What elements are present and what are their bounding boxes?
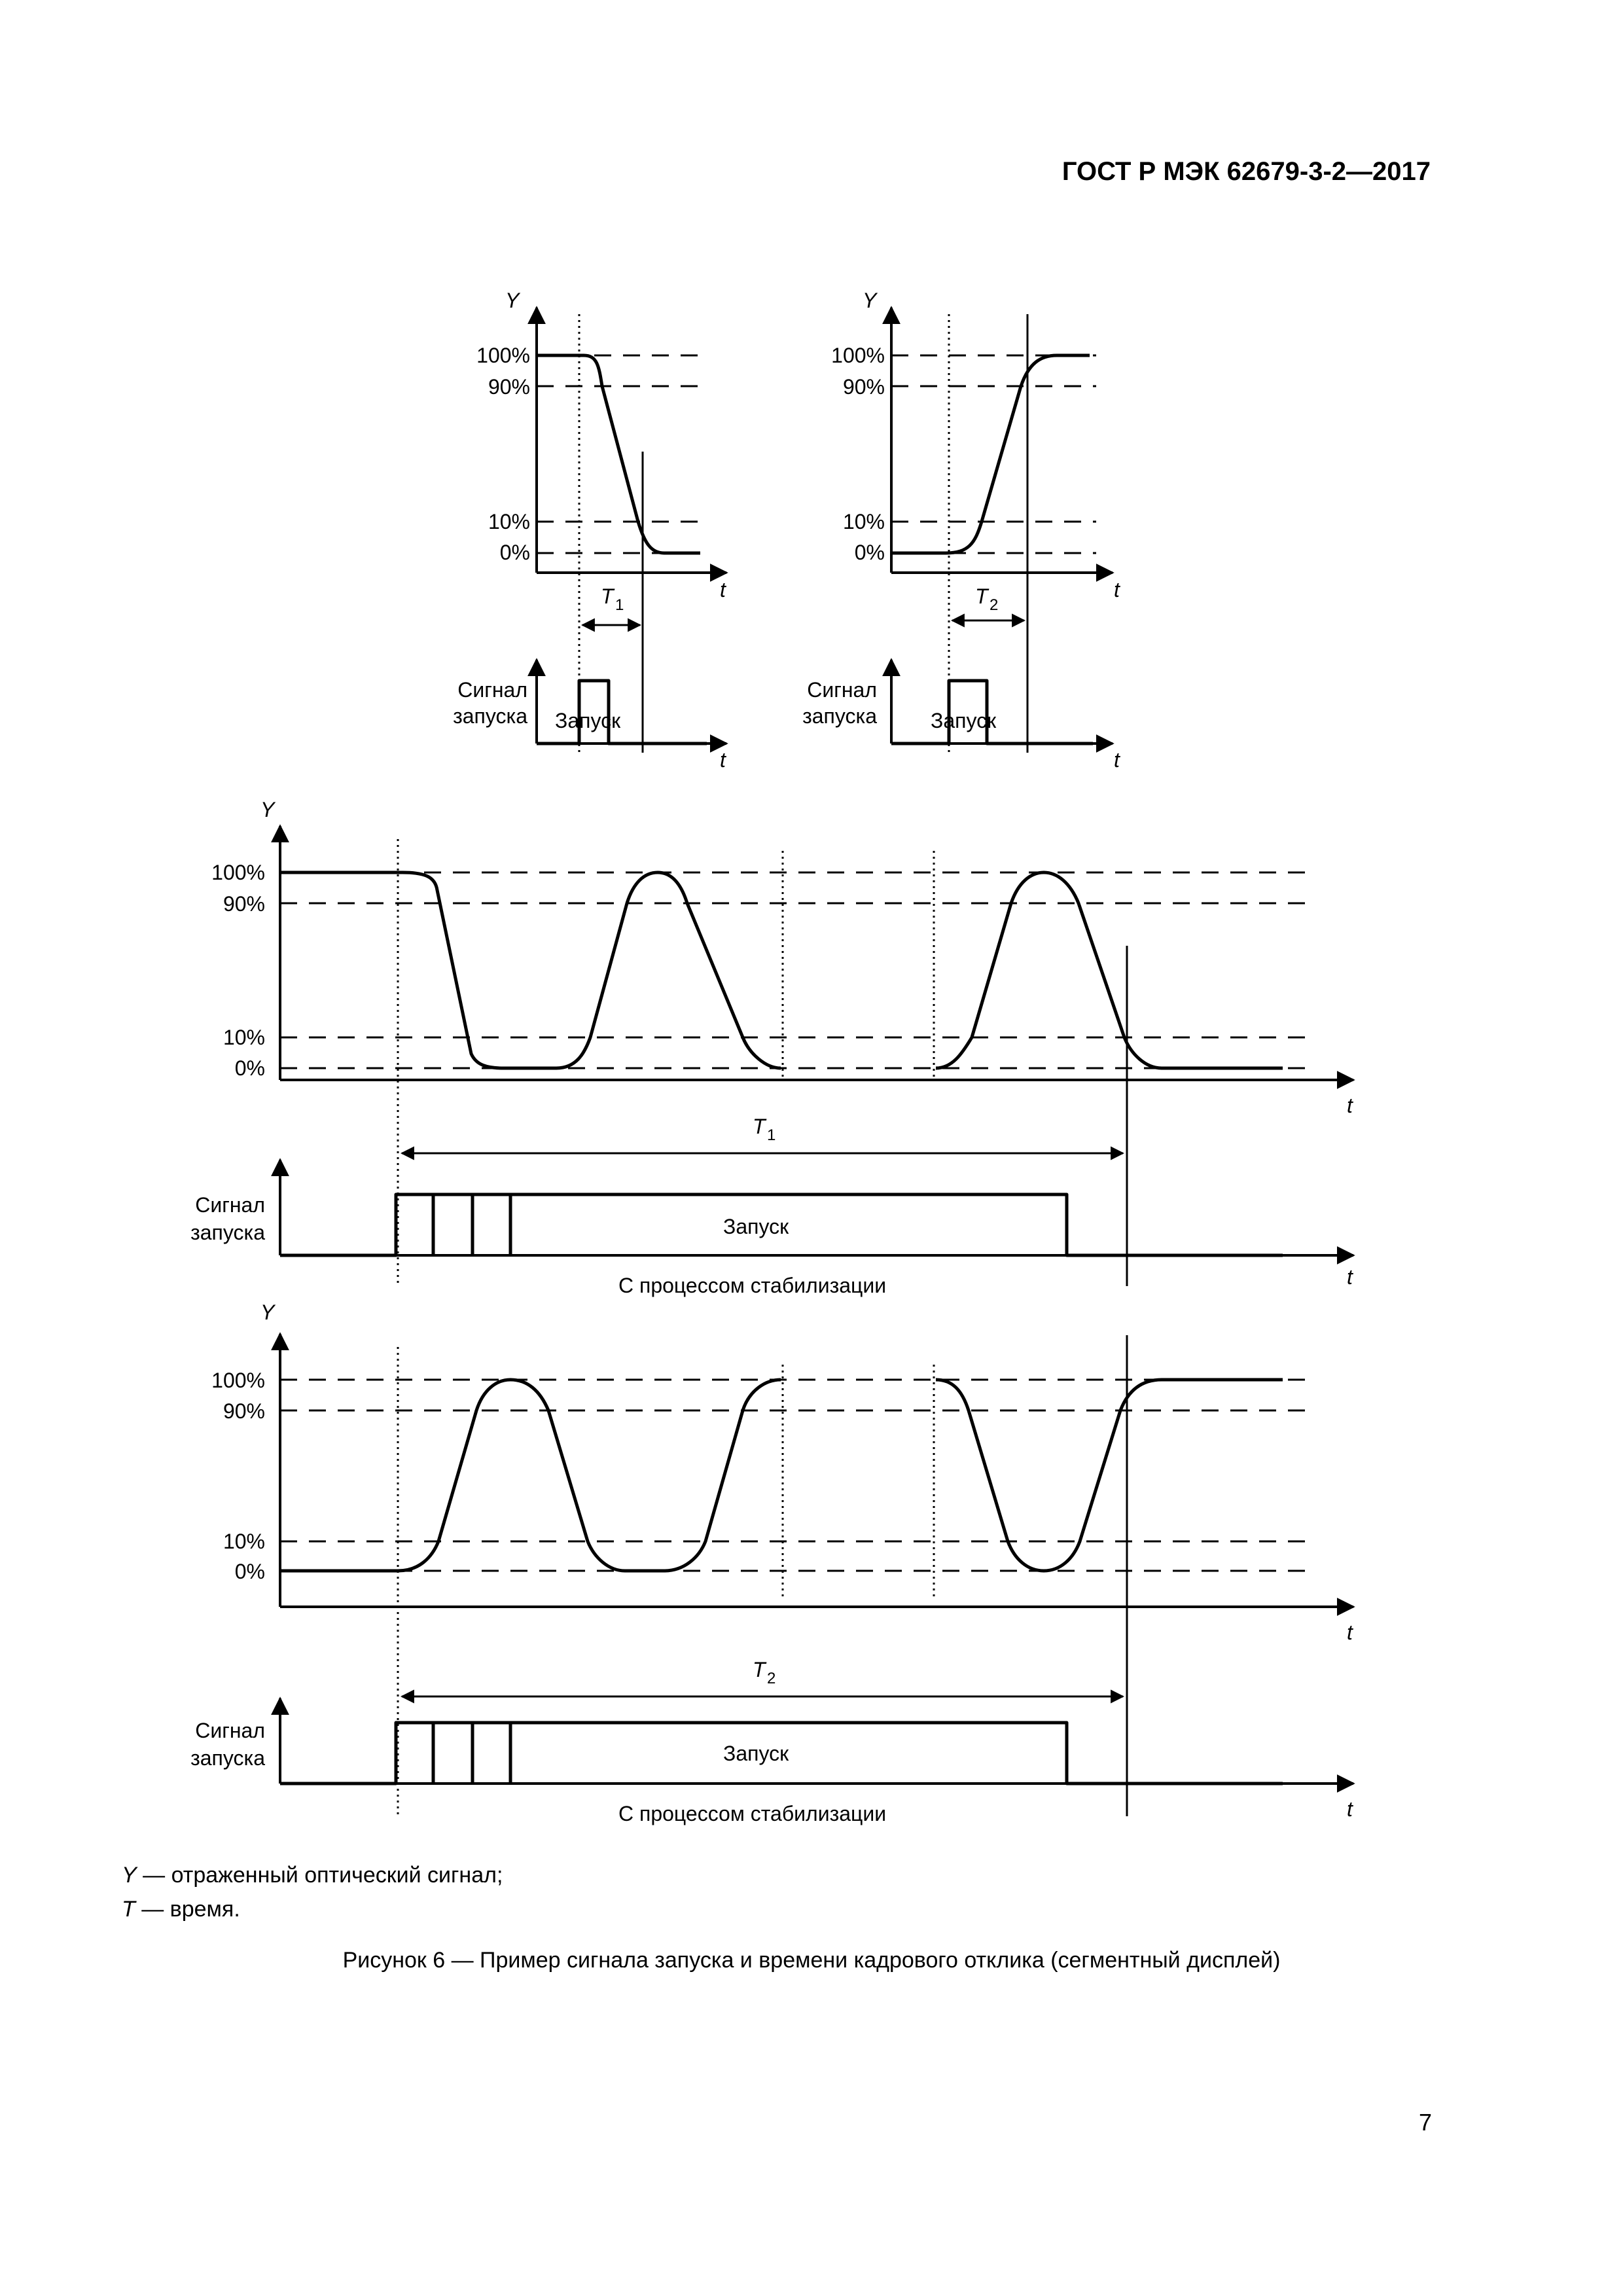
svg-text:t: t	[1114, 748, 1120, 772]
svg-text:0%: 0%	[854, 541, 885, 564]
big-chart-t1	[190, 798, 1353, 1297]
svg-text:10%: 10%	[223, 1026, 265, 1049]
small-chart-falling	[453, 289, 726, 772]
t-axis-label: t	[720, 578, 726, 601]
signal-label: Сигнал	[457, 678, 527, 702]
optical-signal-curve	[891, 355, 1090, 553]
svg-text:90%: 90%	[223, 1399, 265, 1423]
svg-text:90%: 90%	[223, 892, 265, 916]
svg-text:0%: 0%	[234, 1560, 265, 1583]
legend-item-y: Y — отраженный оптический сигнал;	[122, 1863, 503, 1888]
svg-text:Y: Y	[863, 289, 877, 312]
level-90-label: 90%	[488, 375, 530, 399]
page-number: 7	[1418, 2109, 1432, 2136]
svg-text:запуска: запуска	[453, 704, 527, 728]
svg-text:1: 1	[615, 596, 624, 614]
level-10-label: 10%	[488, 510, 530, 533]
stabilization-label: С процессом стабилизации	[618, 1274, 887, 1297]
svg-text:10%: 10%	[223, 1530, 265, 1553]
t2-label: T	[975, 584, 988, 608]
svg-text:t: t	[1347, 1265, 1353, 1289]
svg-text:2: 2	[990, 596, 999, 614]
svg-text:Y: Y	[260, 798, 275, 821]
svg-text:запуска: запуска	[190, 1221, 265, 1244]
svg-text:2: 2	[767, 1670, 776, 1687]
big-chart-t2	[190, 1300, 1353, 1825]
svg-text:Сигнал: Сигнал	[195, 1719, 265, 1742]
optical-signal-curve-a	[280, 872, 781, 1068]
optical-signal-curve	[537, 355, 700, 553]
optical-signal-curve-a	[280, 1380, 781, 1571]
svg-text:С процессом стабилизации: С процессом стабилизации	[618, 1802, 887, 1825]
level-100-label: 100%	[476, 344, 530, 367]
optical-signal-curve-b	[936, 872, 1283, 1068]
document-header: ГОСТ Р МЭК 62679-3-2—2017	[1061, 157, 1431, 186]
svg-text:t: t	[1347, 1797, 1353, 1821]
svg-text:Сигнал: Сигнал	[807, 678, 877, 702]
svg-text:1: 1	[767, 1126, 776, 1144]
small-chart-rising	[802, 289, 1120, 772]
svg-text:Запуск: Запуск	[931, 709, 997, 732]
svg-text:t: t	[1347, 1621, 1353, 1644]
svg-text:t: t	[1347, 1094, 1353, 1117]
y-axis-label: Y	[505, 289, 520, 312]
svg-text:90%: 90%	[842, 375, 885, 399]
svg-text:100%: 100%	[211, 861, 265, 884]
svg-text:Сигнал: Сигнал	[195, 1193, 265, 1217]
svg-text:100%: 100%	[211, 1369, 265, 1392]
legend-item-t: T — время.	[122, 1897, 240, 1922]
t1-label: T	[601, 584, 614, 608]
svg-text:запуска: запуска	[190, 1746, 265, 1770]
svg-text:10%: 10%	[842, 510, 885, 533]
svg-text:0%: 0%	[234, 1056, 265, 1080]
svg-text:100%: 100%	[831, 344, 885, 367]
svg-text:запуска: запуска	[802, 704, 877, 728]
trigger-label: Запуск	[555, 709, 621, 732]
svg-text:t: t	[720, 748, 726, 772]
svg-text:Запуск: Запуск	[723, 1742, 789, 1765]
t1-label: T	[753, 1115, 766, 1138]
svg-text:Y: Y	[260, 1300, 275, 1324]
svg-text:t: t	[1114, 578, 1120, 601]
figure-caption: Рисунок 6 — Пример сигнала запуска и времени кадрового отклика (сегментный дисплей)	[342, 1948, 1281, 1973]
svg-text:Запуск: Запуск	[723, 1215, 789, 1238]
level-0-label: 0%	[499, 541, 530, 564]
t2-label: T	[753, 1658, 766, 1681]
